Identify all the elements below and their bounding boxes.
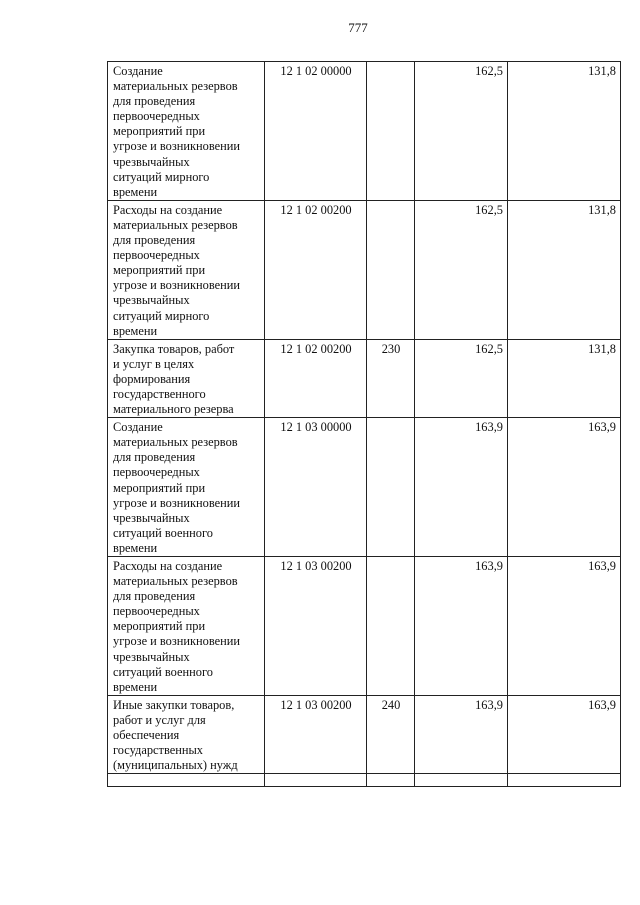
row-code: 12 1 03 00200 (265, 557, 367, 696)
row-name-cell (108, 418, 265, 557)
row-value-1: 163,9 (415, 695, 508, 773)
row-name: Расходы на создание материальных резервов для проведения первоочередных мероприятий при угрозе и возникновении чрезвычайных ситуаций мирного времени (113, 202, 241, 338)
spacer-cell (415, 774, 508, 787)
table-row (108, 200, 621, 339)
row-value-2: 163,9 (508, 557, 621, 696)
row-value-2: 131,8 (508, 200, 621, 339)
row-value-2: 131,8 (508, 339, 621, 417)
spacer-cell (108, 774, 265, 787)
budget-table (107, 61, 621, 787)
row-name-cell (108, 200, 265, 339)
page-number: 777 (348, 20, 368, 35)
row-value-1: 163,9 (415, 418, 508, 557)
row-name-cell (108, 695, 265, 773)
row-code: 12 1 02 00200 (265, 200, 367, 339)
row-expense-type (367, 557, 415, 696)
row-value-1: 163,9 (415, 557, 508, 696)
row-name: Создание материальных резервов для проведения первоочередных мероприятий при угрозе и возникновении чрезвычайных ситуаций военного времени (113, 420, 241, 555)
table-row (108, 695, 621, 773)
row-expense-type: 230 (367, 339, 415, 417)
table-bottom-spacer (108, 774, 621, 787)
row-expense-type (367, 62, 415, 201)
row-name-cell (108, 339, 265, 417)
table-row (108, 557, 621, 696)
row-code: 12 1 03 00000 (265, 418, 367, 557)
spacer-cell (508, 774, 621, 787)
table-row (108, 418, 621, 557)
row-name: Расходы на создание материальных резервов для проведения первоочередных мероприятий при угрозе и возникновении чрезвычайных ситуаций военного времени (113, 559, 241, 694)
row-expense-type: 240 (367, 695, 415, 773)
row-value-2: 163,9 (508, 418, 621, 557)
row-value-1: 162,5 (415, 200, 508, 339)
row-value-2: 163,9 (508, 695, 621, 773)
row-expense-type (367, 200, 415, 339)
row-name: Иные закупки товаров, работ и услуг для обеспечения государственных (муниципальных) нужд (113, 697, 238, 773)
row-expense-type (367, 418, 415, 557)
spacer-cell (367, 774, 415, 787)
row-name: Закупка товаров, работ и услуг в целях формирования государственного материального резерва (113, 341, 235, 417)
row-code: 12 1 03 00200 (265, 695, 367, 773)
row-code: 12 1 02 00200 (265, 339, 367, 417)
row-name-cell (108, 557, 265, 696)
spacer-cell (265, 774, 367, 787)
table-row (108, 339, 621, 417)
row-value-1: 162,5 (415, 62, 508, 201)
row-value-1: 162,5 (415, 339, 508, 417)
row-name-cell (108, 62, 265, 201)
row-value-2: 131,8 (508, 62, 621, 201)
row-name: Создание материальных резервов для проведения первоочередных мероприятий при угрозе и возникновении чрезвычайных ситуаций мирного времени (113, 64, 241, 199)
table-row (108, 62, 621, 201)
row-code: 12 1 02 00000 (265, 62, 367, 201)
